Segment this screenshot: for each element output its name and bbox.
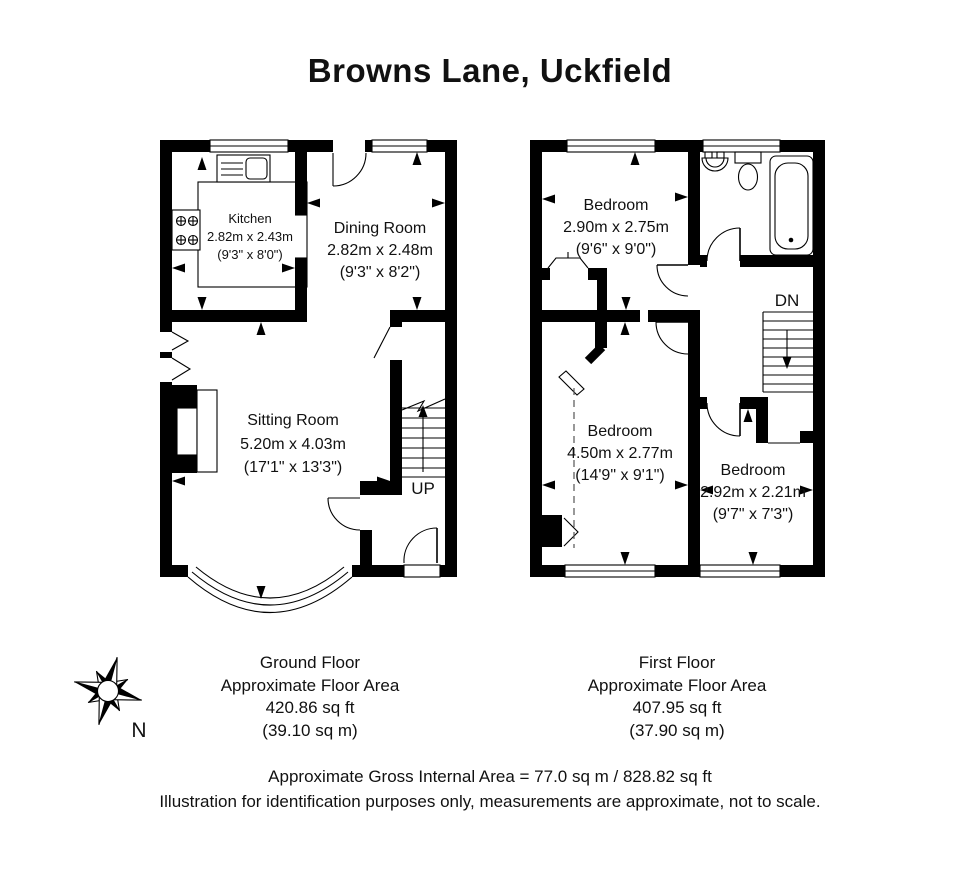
ground-floor-area-label: Approximate Floor Area — [220, 675, 400, 695]
stairs-up-label: UP — [411, 479, 435, 498]
bathroom-fixtures — [702, 152, 813, 255]
first-floor-area-sqft: 407.95 sq ft — [632, 698, 722, 717]
bedroom3-label: Bedroom — [720, 462, 786, 479]
staircase-up — [402, 399, 445, 498]
basin-icon — [702, 152, 728, 171]
bedroom1-label: Bedroom — [583, 197, 649, 214]
ground-floor-name: Ground Floor — [259, 653, 361, 672]
disclaimer-footer — [0, 764, 980, 814]
disclaimer-text: Illustration for identification purposes only, measurements are approximate, not to scale. — [159, 792, 821, 811]
staircase-down — [763, 291, 813, 392]
toilet-icon — [735, 152, 761, 190]
sitting-room-label: Sitting Room — [247, 412, 339, 429]
compass-north-label: N — [131, 719, 147, 742]
page-title: Browns Lane, Uckfield — [307, 52, 673, 89]
kitchen-metric: 2.82m x 2.43m — [207, 229, 293, 244]
bay-window — [188, 567, 352, 613]
ground-floor-area-sqft: 420.86 sq ft — [265, 698, 355, 717]
sitting-room-imperial: (17'1" x 13'3") — [243, 459, 343, 476]
ground-floor-walls — [160, 140, 457, 577]
first-floor-area-sqm: (37.90 sq m) — [629, 720, 725, 740]
ground-floor-summary — [145, 652, 475, 742]
first-floor-name: First Floor — [638, 653, 716, 672]
first-floor-plan — [520, 125, 840, 590]
bedroom3-imperial: (9'7" x 7'3") — [712, 506, 794, 523]
hob-icon — [172, 210, 200, 250]
kitchen-label: Kitchen — [228, 211, 272, 226]
bedroom1-metric: 2.90m x 2.75m — [563, 219, 669, 236]
ground-floor-area-sqm: (39.10 sq m) — [262, 720, 358, 740]
ground-floor-plan — [150, 125, 475, 625]
dining-room-imperial: (9'3" x 8'2") — [339, 264, 421, 281]
bedroom2-metric: 4.50m x 2.77m — [567, 445, 673, 462]
bedroom1-imperial: (9'6" x 9'0") — [575, 241, 657, 258]
first-floor-area-label: Approximate Floor Area — [587, 675, 767, 695]
dining-room-label: Dining Room — [333, 220, 427, 237]
sitting-room-metric: 5.20m x 4.03m — [240, 436, 346, 453]
dining-room-metric: 2.82m x 2.48m — [327, 242, 433, 259]
sink-icon — [217, 155, 270, 182]
bedroom2-label: Bedroom — [587, 423, 653, 440]
bathtub-icon — [770, 156, 813, 255]
first-floor-summary — [512, 652, 842, 742]
compass-icon — [74, 657, 142, 725]
bedroom2-imperial: (14'9" x 9'1") — [575, 467, 665, 484]
bedroom3-metric: 2.92m x 2.21m — [700, 484, 806, 501]
kitchen-imperial: (9'3" x 8'0") — [217, 247, 283, 262]
stairs-down-label: DN — [774, 291, 800, 310]
gross-internal-area: Approximate Gross Internal Area = 77.0 sq m / 828.82 sq ft — [268, 767, 712, 786]
